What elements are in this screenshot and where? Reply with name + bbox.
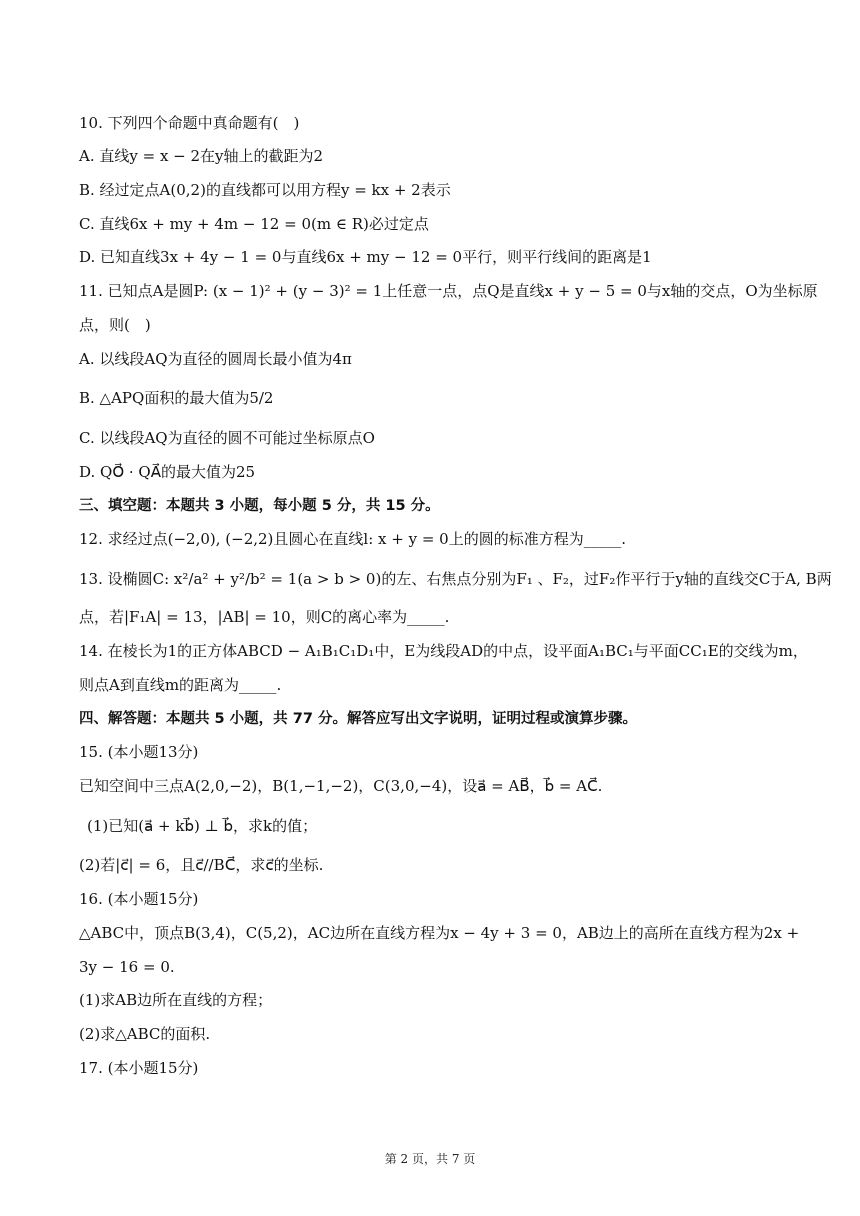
question-11-option-c: C. 以线段AQ为直径的圆不可能过坐标原点O — [79, 429, 375, 447]
question-16-stem-cont: 3y − 16 = 0. — [79, 958, 175, 976]
question-11-option-b: B. △APQ面积的最大值为5/2 — [79, 389, 274, 407]
section-4-heading: 四、解答题：本题共 5 小题，共 77 分。解答应写出文字说明，证明过程或演算步骤。 — [79, 711, 637, 727]
question-15-header: 15. (本小题13分) — [79, 743, 199, 761]
question-10-option-d: D. 已知直线3x + 4y − 1 = 0与直线6x + my − 12 = 0平行，则平行线间的距离是1 — [79, 248, 652, 266]
question-15-part-1: (1)已知(a⃗ + kb⃗) ⊥ b⃗，求k的值； — [87, 817, 318, 835]
question-17-header: 17. (本小题15分) — [79, 1059, 199, 1077]
question-11-stem-cont: 点，则( ) — [79, 316, 151, 334]
question-14-cont: 则点A到直线m的距离为_____. — [79, 676, 282, 694]
question-14: 14. 在棱长为1的正方体ABCD − A₁B₁C₁D₁中，E为线段AD的中点，设平面A₁BC₁与平面CC₁E的交线为m， — [79, 642, 808, 660]
question-16-header: 16. (本小题15分) — [79, 890, 199, 908]
page-footer: 第 2 页，共 7 页 — [384, 1152, 476, 1166]
question-15-stem: 已知空间中三点A(2,0,−2)，B(1,−1,−2)，C(3,0,−4)，设a⃗ = AB⃗，b⃗ = AC⃗. — [79, 777, 603, 795]
question-10-option-a: A. 直线y = x − 2在y轴上的截距为2 — [79, 147, 324, 165]
question-10-option-b: B. 经过定点A(0,2)的直线都可以用方程y = kx + 2表示 — [79, 181, 451, 199]
question-13-cont: 点，若|F₁A| = 13，|AB| = 10，则C的离心率为_____. — [79, 608, 450, 626]
question-12: 12. 求经过点(−2,0), (−2,2)且圆心在直线l: x + y = 0上的圆的标准方程为_____. — [79, 530, 626, 548]
question-16-part-2: (2)求△ABC的面积. — [79, 1025, 211, 1043]
question-16-part-1: (1)求AB边所在直线的方程； — [79, 991, 273, 1009]
question-11-option-a: A. 以线段AQ为直径的圆周长最小值为4π — [79, 350, 352, 368]
question-11-option-d: D. QO⃗ · QA⃗的最大值为25 — [79, 463, 256, 481]
question-10-option-c: C. 直线6x + my + 4m − 12 = 0(m ∈ R)必过定点 — [79, 215, 429, 233]
section-3-heading: 三、填空题：本题共 3 小题，每小题 5 分，共 15 分。 — [79, 498, 440, 514]
question-16-stem: △ABC中，顶点B(3,4)，C(5,2)，AC边所在直线方程为x − 4y + 3 = 0，AB边上的高所在直线方程为2x + — [79, 924, 800, 942]
question-15-part-2: (2)若|c⃗| = 6，且c⃗//BC⃗，求c⃗的坐标. — [79, 856, 324, 874]
question-11-stem: 11. 已知点A是圆P: (x − 1)² + (y − 3)² = 1上任意一点，点Q是直线x + y − 5 = 0与x轴的交点，O为坐标原 — [79, 282, 818, 300]
question-10-stem: 10. 下列四个命题中真命题有( ) — [79, 114, 300, 132]
question-13: 13. 设椭圆C: x²/a² + y²/b² = 1(a > b > 0)的左、右焦点分别为F₁ 、F₂，过F₂作平行于y轴的直线交C于A, B两 — [79, 570, 832, 588]
